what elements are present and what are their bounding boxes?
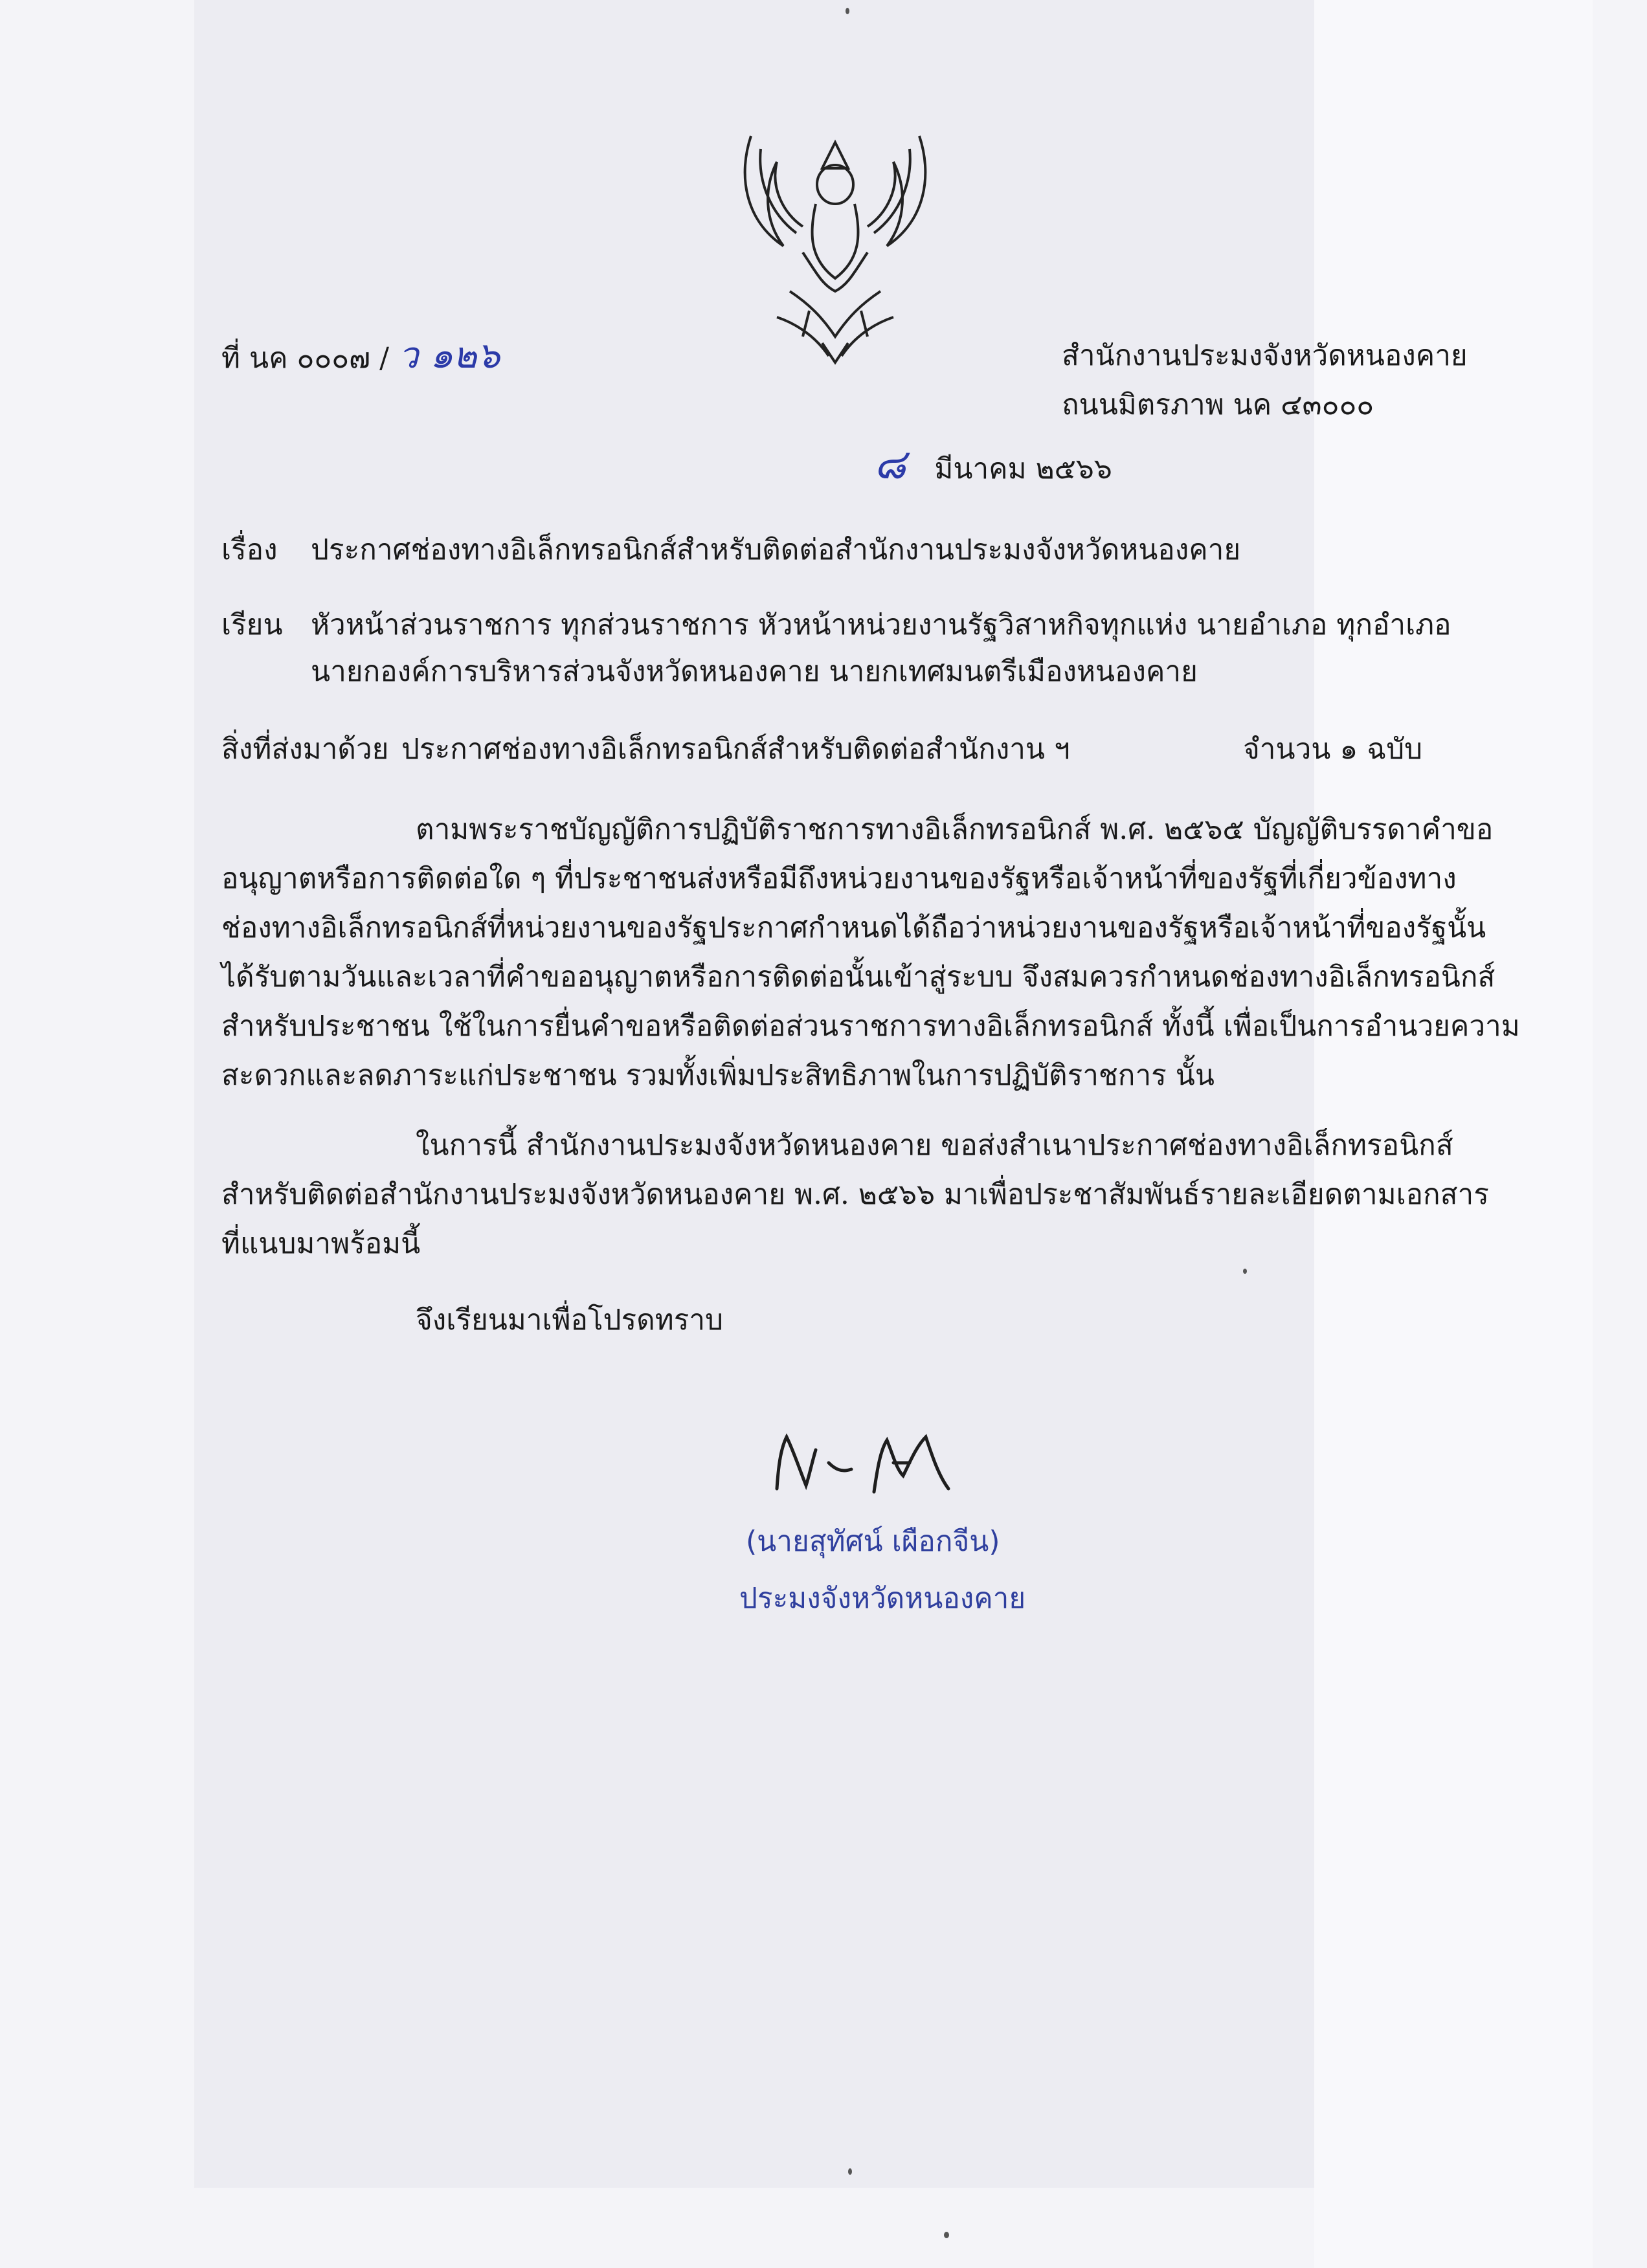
scan-speck — [846, 8, 849, 14]
letter-date — [874, 441, 1112, 489]
subject-text: ประกาศช่องทางอิเล็กทรอนิกส์สำหรับติดต่อสำนักงานประมงจังหวัดหนองคาย — [311, 533, 1241, 566]
ref-prefix: ที่ นค ๐๐๐๗ / — [221, 342, 389, 375]
body1-line: ช่องทางอิเล็กทรอนิกส์ที่หน่วยงานของรัฐประกาศกำหนดได้ถือว่าหน่วยงานของรัฐหรือเจ้าหน้าที่ของรัฐนั้น — [221, 911, 1486, 944]
body2-line: ที่แนบมาพร้อมนี้ — [221, 1227, 421, 1260]
to-line-2: นายกองค์การบริหารส่วนจังหวัดหนองคาย นายกเทศมนตรีเมืองหนองคาย — [311, 655, 1198, 688]
office-name: สำนักงานประมงจังหวัดหนองคาย — [1062, 339, 1468, 372]
enclosure-label: สิ่งที่ส่งมาด้วย — [221, 733, 389, 766]
body2-line: ในการนี้ สำนักงานประมงจังหวัดหนองคาย ขอส่งสำเนาประกาศช่องทางอิเล็กทรอนิกส์ — [416, 1129, 1453, 1162]
date-month-year: มีนาคม ๒๕๖๖ — [934, 452, 1112, 485]
ref-number — [221, 337, 500, 378]
subject-label: เรื่อง — [221, 533, 278, 566]
office-address: ถนนมิตรภาพ นค ๔๓๐๐๐ — [1062, 388, 1374, 421]
body1-line: สำหรับประชาชน ใช้ในการยื่นคำขอหรือติดต่อส่วนราชการทางอิเล็กทรอนิกส์ ทั้งนี้ เพื่อเป็นการอำนวยความ — [221, 1010, 1520, 1043]
body1-line: ได้รับตามวันและเวลาที่คำขออนุญาตหรือการติดต่อนั้นเข้าสู่ระบบ จึงสมควรกำหนดช่องทางอิเล็กทรอนิกส์ — [221, 961, 1496, 994]
to-label: เรียน — [221, 608, 283, 641]
scan-speck — [944, 2232, 949, 2238]
handwritten-signature-icon — [770, 1424, 965, 1502]
body1-line: อนุญาตหรือการติดต่อใด ๆ ที่ประชาชนส่งหรือมีถึงหน่วยงานของรัฐหรือเจ้าหน้าที่ของรัฐที่เกี่ยวข้องทาง — [221, 862, 1457, 895]
date-day-handwritten: ๘ — [874, 441, 906, 489]
to-line-1: หัวหน้าส่วนราชการ ทุกส่วนราชการ หัวหน้าหน่วยงานรัฐวิสาหกิจทุกแห่ง นายอำเภอ ทุกอำเภอ — [311, 608, 1451, 641]
body2-line: สำหรับติดต่อสำนักงานประมงจังหวัดหนองคาย พ.ศ. ๒๕๖๖ มาเพื่อประชาสัมพันธ์รายละเอียดตามเอกสาร — [221, 1178, 1489, 1211]
signer-name: (นายสุทัศน์ เผือกจีน) — [746, 1525, 1000, 1558]
scan-speck — [1243, 1269, 1247, 1274]
signer-title: ประมงจังหวัดหนองคาย — [739, 1582, 1026, 1615]
ref-number-handwritten: ว ๑๒๖ — [398, 335, 500, 377]
garuda-emblem-icon — [725, 123, 945, 369]
closing-text: จึงเรียนมาเพื่อโปรดทราบ — [416, 1304, 724, 1337]
body-paragraph-2 — [221, 1121, 1489, 1269]
scan-speck — [848, 2168, 852, 2175]
body1-line: สะดวกและลดภาระแก่ประชาชน รวมทั้งเพิ่มประสิทธิภาพในการปฏิบัติราชการ นั้น — [221, 1059, 1215, 1092]
enclosure-qty: จำนวน ๑ ฉบับ — [1243, 733, 1423, 766]
enclosure-text: ประกาศช่องทางอิเล็กทรอนิกส์สำหรับติดต่อสำนักงาน ฯ — [401, 733, 1070, 766]
body-paragraph-1 — [221, 805, 1520, 1100]
body1-line: ตามพระราชบัญญัติการปฏิบัติราชการทางอิเล็กทรอนิกส์ พ.ศ. ๒๕๖๕ บัญญัติบรรดาคำขอ — [416, 813, 1494, 846]
